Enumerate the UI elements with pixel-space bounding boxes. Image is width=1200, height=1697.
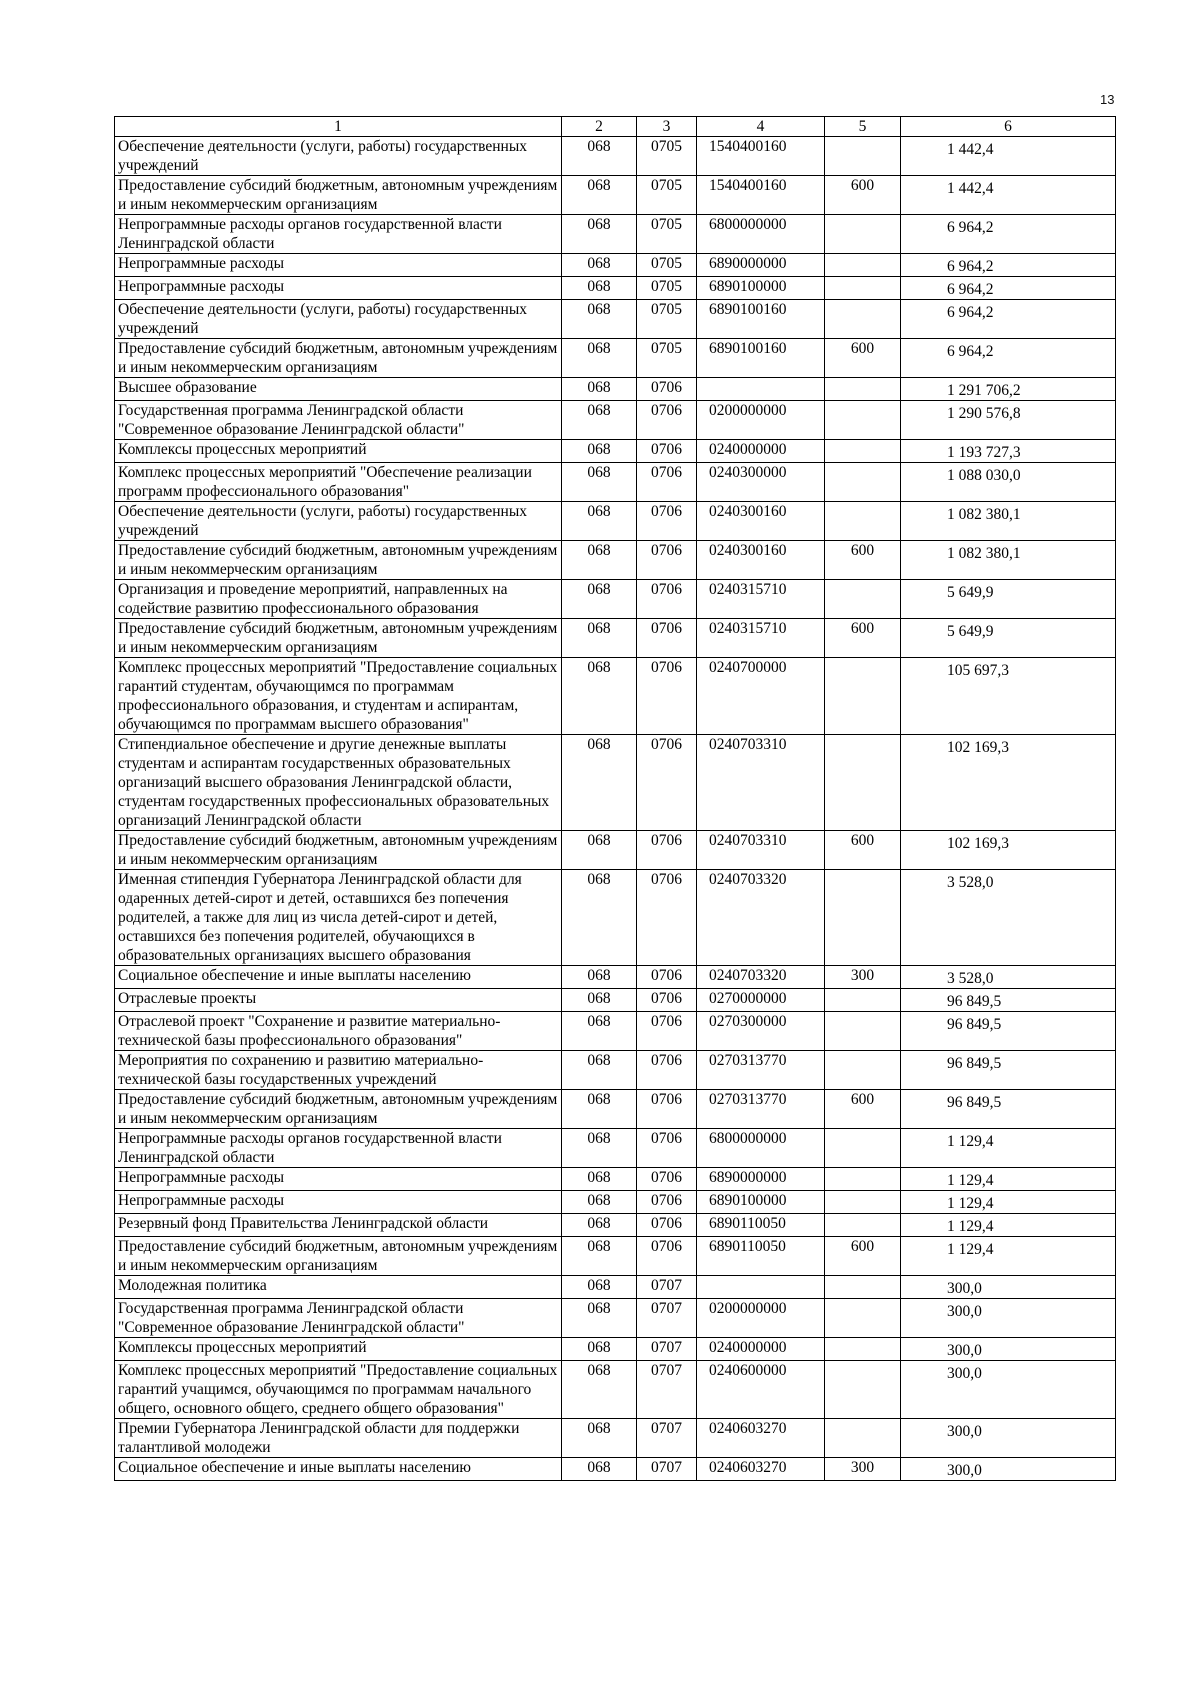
table-row bbox=[115, 1299, 1116, 1338]
row-admin-code-cell: 068 bbox=[562, 966, 637, 989]
row-expense-type-cell bbox=[825, 735, 901, 831]
row-admin-code-cell: 068 bbox=[562, 1299, 637, 1338]
amount-value: 300,0 bbox=[947, 1303, 982, 1320]
row-target-code-cell: 0240703320 bbox=[697, 870, 825, 966]
row-target-code-cell: 0270313770 bbox=[697, 1051, 825, 1090]
row-expense-type-cell bbox=[825, 463, 901, 502]
table-row bbox=[115, 541, 1116, 580]
table-row bbox=[115, 1419, 1116, 1458]
row-admin-code-cell: 068 bbox=[562, 277, 637, 300]
table-row bbox=[115, 870, 1116, 966]
row-expense-type-cell bbox=[825, 440, 901, 463]
row-amount-cell bbox=[901, 254, 1116, 277]
row-name-cell: Предоставление субсидий бюджетным, автономным учреждениям и иным некоммерческим организациям bbox=[115, 541, 562, 580]
row-admin-code-cell: 068 bbox=[562, 658, 637, 735]
row-section-code-cell: 0706 bbox=[637, 1129, 697, 1168]
row-amount-cell bbox=[901, 870, 1116, 966]
row-section-code-cell: 0705 bbox=[637, 300, 697, 339]
row-target-code-cell: 0240600000 bbox=[697, 1361, 825, 1419]
row-admin-code-cell: 068 bbox=[562, 215, 637, 254]
table-row bbox=[115, 137, 1116, 176]
row-name-cell: Предоставление субсидий бюджетным, автономным учреждениям и иным некоммерческим организациям bbox=[115, 831, 562, 870]
row-admin-code-cell: 068 bbox=[562, 1168, 637, 1191]
row-admin-code-cell: 068 bbox=[562, 735, 637, 831]
amount-value: 96 849,5 bbox=[947, 1016, 1002, 1033]
table-row bbox=[115, 1090, 1116, 1129]
row-expense-type-cell bbox=[825, 1051, 901, 1090]
amount-value: 1 129,4 bbox=[947, 1218, 994, 1235]
row-name-cell: Организация и проведение мероприятий, направленных на содействие развитию профессионального образования bbox=[115, 580, 562, 619]
header-col-6: 6 bbox=[901, 117, 1116, 137]
row-expense-type-cell: 600 bbox=[825, 1237, 901, 1276]
row-amount-cell bbox=[901, 1090, 1116, 1129]
row-target-code-cell: 6890000000 bbox=[697, 1168, 825, 1191]
row-name-cell: Социальное обеспечение и иные выплаты населению bbox=[115, 1458, 562, 1481]
row-expense-type-cell bbox=[825, 1129, 901, 1168]
amount-value: 1 290 576,8 bbox=[947, 405, 1021, 422]
row-name-cell: Отраслевые проекты bbox=[115, 989, 562, 1012]
row-section-code-cell: 0706 bbox=[637, 378, 697, 401]
row-admin-code-cell: 068 bbox=[562, 300, 637, 339]
row-target-code-cell: 6890110050 bbox=[697, 1214, 825, 1237]
row-expense-type-cell bbox=[825, 277, 901, 300]
row-amount-cell bbox=[901, 1168, 1116, 1191]
row-target-code-cell: 0200000000 bbox=[697, 1299, 825, 1338]
row-expense-type-cell: 600 bbox=[825, 339, 901, 378]
row-section-code-cell: 0706 bbox=[637, 1051, 697, 1090]
row-amount-cell bbox=[901, 541, 1116, 580]
row-section-code-cell: 0706 bbox=[637, 735, 697, 831]
row-amount-cell bbox=[901, 176, 1116, 215]
row-expense-type-cell bbox=[825, 1338, 901, 1361]
table-row bbox=[115, 1276, 1116, 1299]
amount-value: 300,0 bbox=[947, 1462, 982, 1479]
amount-value: 3 528,0 bbox=[947, 874, 994, 891]
amount-value: 300,0 bbox=[947, 1365, 982, 1382]
amount-value: 300,0 bbox=[947, 1423, 982, 1440]
row-admin-code-cell: 068 bbox=[562, 541, 637, 580]
row-name-cell: Резервный фонд Правительства Ленинградской области bbox=[115, 1214, 562, 1237]
table-row bbox=[115, 254, 1116, 277]
amount-value: 6 964,2 bbox=[947, 343, 994, 360]
row-admin-code-cell: 068 bbox=[562, 1419, 637, 1458]
row-expense-type-cell bbox=[825, 1168, 901, 1191]
table-row bbox=[115, 619, 1116, 658]
row-expense-type-cell: 600 bbox=[825, 619, 901, 658]
row-admin-code-cell: 068 bbox=[562, 176, 637, 215]
row-name-cell: Обеспечение деятельности (услуги, работы) государственных учреждений bbox=[115, 137, 562, 176]
row-amount-cell bbox=[901, 215, 1116, 254]
table-row bbox=[115, 831, 1116, 870]
row-amount-cell bbox=[901, 580, 1116, 619]
row-target-code-cell: 0240300160 bbox=[697, 541, 825, 580]
row-admin-code-cell: 068 bbox=[562, 463, 637, 502]
table-row bbox=[115, 401, 1116, 440]
row-amount-cell bbox=[901, 1012, 1116, 1051]
row-expense-type-cell bbox=[825, 1191, 901, 1214]
table-row bbox=[115, 215, 1116, 254]
row-target-code-cell: 6890100160 bbox=[697, 339, 825, 378]
table-row bbox=[115, 735, 1116, 831]
row-expense-type-cell: 300 bbox=[825, 1458, 901, 1481]
row-expense-type-cell bbox=[825, 254, 901, 277]
row-amount-cell bbox=[901, 277, 1116, 300]
amount-value: 105 697,3 bbox=[947, 662, 1009, 679]
row-amount-cell bbox=[901, 1338, 1116, 1361]
row-section-code-cell: 0707 bbox=[637, 1276, 697, 1299]
row-amount-cell bbox=[901, 401, 1116, 440]
row-section-code-cell: 0706 bbox=[637, 966, 697, 989]
row-name-cell: Высшее образование bbox=[115, 378, 562, 401]
table-body bbox=[115, 137, 1116, 1481]
row-admin-code-cell: 068 bbox=[562, 1338, 637, 1361]
row-target-code-cell: 0240315710 bbox=[697, 580, 825, 619]
amount-value: 96 849,5 bbox=[947, 1094, 1002, 1111]
row-target-code-cell: 0270300000 bbox=[697, 1012, 825, 1051]
row-name-cell: Комплексы процессных мероприятий bbox=[115, 1338, 562, 1361]
row-name-cell: Стипендиальное обеспечение и другие денежные выплаты студентам и аспирантам государственных образовательных организаций высшего образования Ленинградской области, студентам государственных профессиональных образовательных организаций Ленинградской области bbox=[115, 735, 562, 831]
row-admin-code-cell: 068 bbox=[562, 580, 637, 619]
row-name-cell: Комплекс процессных мероприятий "Обеспечение реализации программ профессионального образования" bbox=[115, 463, 562, 502]
row-section-code-cell: 0706 bbox=[637, 1237, 697, 1276]
row-expense-type-cell bbox=[825, 378, 901, 401]
row-target-code-cell: 6890000000 bbox=[697, 254, 825, 277]
amount-value: 1 193 727,3 bbox=[947, 444, 1021, 461]
row-name-cell: Комплекс процессных мероприятий "Предоставление социальных гарантий студентам, обучающимся по программам профессионального образования, и студентам и аспирантам, обучающимся по программам высшего образования" bbox=[115, 658, 562, 735]
row-admin-code-cell: 068 bbox=[562, 831, 637, 870]
row-admin-code-cell: 068 bbox=[562, 1191, 637, 1214]
row-section-code-cell: 0706 bbox=[637, 463, 697, 502]
row-section-code-cell: 0705 bbox=[637, 176, 697, 215]
row-admin-code-cell: 068 bbox=[562, 989, 637, 1012]
row-amount-cell bbox=[901, 1237, 1116, 1276]
row-name-cell: Государственная программа Ленинградской области "Современное образование Ленинградской области" bbox=[115, 401, 562, 440]
row-amount-cell bbox=[901, 619, 1116, 658]
row-name-cell: Социальное обеспечение и иные выплаты населению bbox=[115, 966, 562, 989]
row-target-code-cell bbox=[697, 1276, 825, 1299]
row-name-cell: Непрограммные расходы органов государственной власти Ленинградской области bbox=[115, 215, 562, 254]
row-amount-cell bbox=[901, 735, 1116, 831]
row-name-cell: Обеспечение деятельности (услуги, работы) государственных учреждений bbox=[115, 502, 562, 541]
amount-value: 5 649,9 bbox=[947, 623, 994, 640]
row-name-cell: Мероприятия по сохранению и развитию материально-технической базы государственных учреждений bbox=[115, 1051, 562, 1090]
amount-value: 102 169,3 bbox=[947, 835, 1009, 852]
amount-value: 6 964,2 bbox=[947, 281, 994, 298]
amount-value: 1 291 706,2 bbox=[947, 382, 1021, 399]
row-expense-type-cell bbox=[825, 658, 901, 735]
row-section-code-cell: 0706 bbox=[637, 502, 697, 541]
row-admin-code-cell: 068 bbox=[562, 1214, 637, 1237]
row-section-code-cell: 0706 bbox=[637, 440, 697, 463]
row-amount-cell bbox=[901, 831, 1116, 870]
row-section-code-cell: 0706 bbox=[637, 870, 697, 966]
row-admin-code-cell: 068 bbox=[562, 339, 637, 378]
row-section-code-cell: 0706 bbox=[637, 1168, 697, 1191]
row-section-code-cell: 0707 bbox=[637, 1338, 697, 1361]
row-target-code-cell: 6890110050 bbox=[697, 1237, 825, 1276]
row-section-code-cell: 0706 bbox=[637, 401, 697, 440]
row-admin-code-cell: 068 bbox=[562, 502, 637, 541]
row-section-code-cell: 0706 bbox=[637, 619, 697, 658]
row-amount-cell bbox=[901, 658, 1116, 735]
row-target-code-cell: 0240315710 bbox=[697, 619, 825, 658]
row-amount-cell bbox=[901, 463, 1116, 502]
row-section-code-cell: 0707 bbox=[637, 1419, 697, 1458]
row-target-code-cell: 0240703320 bbox=[697, 966, 825, 989]
row-target-code-cell: 6890100160 bbox=[697, 300, 825, 339]
row-name-cell: Предоставление субсидий бюджетным, автономным учреждениям и иным некоммерческим организациям bbox=[115, 339, 562, 378]
row-expense-type-cell: 600 bbox=[825, 831, 901, 870]
row-expense-type-cell bbox=[825, 401, 901, 440]
row-name-cell: Непрограммные расходы органов государственной власти Ленинградской области bbox=[115, 1129, 562, 1168]
row-target-code-cell: 0240300000 bbox=[697, 463, 825, 502]
row-name-cell: Предоставление субсидий бюджетным, автономным учреждениям и иным некоммерческим организациям bbox=[115, 1090, 562, 1129]
row-section-code-cell: 0706 bbox=[637, 1191, 697, 1214]
row-amount-cell bbox=[901, 1191, 1116, 1214]
row-name-cell: Именная стипендия Губернатора Ленинградской области для одаренных детей-сирот и детей, оставшихся без попечения родителей, а также для лиц из числа детей-сирот и детей, оставшихся без попечения родителей, обучающихся в образовательных организациях высшего образования bbox=[115, 870, 562, 966]
row-section-code-cell: 0707 bbox=[637, 1458, 697, 1481]
row-expense-type-cell bbox=[825, 137, 901, 176]
table-row bbox=[115, 463, 1116, 502]
row-target-code-cell: 6800000000 bbox=[697, 215, 825, 254]
amount-value: 1 082 380,1 bbox=[947, 545, 1021, 562]
row-name-cell: Обеспечение деятельности (услуги, работы) государственных учреждений bbox=[115, 300, 562, 339]
row-expense-type-cell: 600 bbox=[825, 176, 901, 215]
row-section-code-cell: 0705 bbox=[637, 277, 697, 300]
row-amount-cell bbox=[901, 440, 1116, 463]
row-expense-type-cell bbox=[825, 1299, 901, 1338]
row-name-cell: Государственная программа Ленинградской области "Современное образование Ленинградской области" bbox=[115, 1299, 562, 1338]
row-amount-cell bbox=[901, 1129, 1116, 1168]
row-target-code-cell: 0270000000 bbox=[697, 989, 825, 1012]
row-expense-type-cell bbox=[825, 989, 901, 1012]
row-admin-code-cell: 068 bbox=[562, 137, 637, 176]
row-expense-type-cell bbox=[825, 300, 901, 339]
row-amount-cell bbox=[901, 966, 1116, 989]
amount-value: 5 649,9 bbox=[947, 584, 994, 601]
header-col-1: 1 bbox=[115, 117, 562, 137]
amount-value: 1 088 030,0 bbox=[947, 467, 1021, 484]
table-row bbox=[115, 1129, 1116, 1168]
header-col-3: 3 bbox=[637, 117, 697, 137]
row-target-code-cell: 6800000000 bbox=[697, 1129, 825, 1168]
row-admin-code-cell: 068 bbox=[562, 1090, 637, 1129]
row-target-code-cell: 0200000000 bbox=[697, 401, 825, 440]
row-name-cell: Комплексы процессных мероприятий bbox=[115, 440, 562, 463]
amount-value: 300,0 bbox=[947, 1342, 982, 1359]
row-target-code-cell: 0240603270 bbox=[697, 1458, 825, 1481]
table-row bbox=[115, 502, 1116, 541]
row-amount-cell bbox=[901, 1361, 1116, 1419]
amount-value: 6 964,2 bbox=[947, 258, 994, 275]
row-name-cell: Отраслевой проект "Сохранение и развитие материально-технической базы профессионального образования" bbox=[115, 1012, 562, 1051]
row-name-cell: Непрограммные расходы bbox=[115, 1191, 562, 1214]
row-target-code-cell: 0240300160 bbox=[697, 502, 825, 541]
row-section-code-cell: 0706 bbox=[637, 1214, 697, 1237]
table-header bbox=[115, 117, 1116, 137]
row-name-cell: Непрограммные расходы bbox=[115, 1168, 562, 1191]
row-amount-cell bbox=[901, 989, 1116, 1012]
amount-value: 1 442,4 bbox=[947, 180, 994, 197]
table-row bbox=[115, 300, 1116, 339]
row-admin-code-cell: 068 bbox=[562, 440, 637, 463]
row-name-cell: Молодежная политика bbox=[115, 1276, 562, 1299]
header-col-4: 4 bbox=[697, 117, 825, 137]
row-amount-cell bbox=[901, 1276, 1116, 1299]
table-row bbox=[115, 1338, 1116, 1361]
table-row bbox=[115, 1168, 1116, 1191]
row-expense-type-cell bbox=[825, 1214, 901, 1237]
row-target-code-cell: 0270313770 bbox=[697, 1090, 825, 1129]
row-admin-code-cell: 068 bbox=[562, 1237, 637, 1276]
row-name-cell: Непрограммные расходы bbox=[115, 254, 562, 277]
amount-value: 3 528,0 bbox=[947, 970, 994, 987]
row-section-code-cell: 0705 bbox=[637, 254, 697, 277]
amount-value: 1 129,4 bbox=[947, 1172, 994, 1189]
amount-value: 96 849,5 bbox=[947, 993, 1002, 1010]
row-admin-code-cell: 068 bbox=[562, 870, 637, 966]
row-target-code-cell: 0240703310 bbox=[697, 831, 825, 870]
row-target-code-cell: 0240000000 bbox=[697, 440, 825, 463]
amount-value: 1 082 380,1 bbox=[947, 506, 1021, 523]
header-row bbox=[115, 117, 1116, 137]
row-expense-type-cell bbox=[825, 870, 901, 966]
row-admin-code-cell: 068 bbox=[562, 1129, 637, 1168]
row-expense-type-cell bbox=[825, 580, 901, 619]
table-row bbox=[115, 989, 1116, 1012]
row-amount-cell bbox=[901, 1458, 1116, 1481]
row-target-code-cell: 1540400160 bbox=[697, 137, 825, 176]
row-amount-cell bbox=[901, 378, 1116, 401]
table-row bbox=[115, 440, 1116, 463]
table-row bbox=[115, 176, 1116, 215]
table-row bbox=[115, 277, 1116, 300]
row-name-cell: Премии Губернатора Ленинградской области для поддержки талантливой молодежи bbox=[115, 1419, 562, 1458]
amount-value: 1 129,4 bbox=[947, 1241, 994, 1258]
row-section-code-cell: 0706 bbox=[637, 541, 697, 580]
amount-value: 96 849,5 bbox=[947, 1055, 1002, 1072]
row-expense-type-cell bbox=[825, 1419, 901, 1458]
row-target-code-cell: 0240703310 bbox=[697, 735, 825, 831]
table-row bbox=[115, 1361, 1116, 1419]
row-expense-type-cell: 300 bbox=[825, 966, 901, 989]
row-name-cell: Непрограммные расходы bbox=[115, 277, 562, 300]
row-target-code-cell: 1540400160 bbox=[697, 176, 825, 215]
table-row bbox=[115, 658, 1116, 735]
row-expense-type-cell: 600 bbox=[825, 541, 901, 580]
row-section-code-cell: 0707 bbox=[637, 1361, 697, 1419]
row-amount-cell bbox=[901, 137, 1116, 176]
row-amount-cell bbox=[901, 1299, 1116, 1338]
row-expense-type-cell bbox=[825, 215, 901, 254]
row-admin-code-cell: 068 bbox=[562, 401, 637, 440]
row-admin-code-cell: 068 bbox=[562, 1276, 637, 1299]
row-admin-code-cell: 068 bbox=[562, 1361, 637, 1419]
row-admin-code-cell: 068 bbox=[562, 619, 637, 658]
table-row bbox=[115, 378, 1116, 401]
row-expense-type-cell bbox=[825, 502, 901, 541]
row-target-code-cell: 0240700000 bbox=[697, 658, 825, 735]
row-target-code-cell bbox=[697, 378, 825, 401]
row-section-code-cell: 0706 bbox=[637, 989, 697, 1012]
row-admin-code-cell: 068 bbox=[562, 1458, 637, 1481]
row-target-code-cell: 0240000000 bbox=[697, 1338, 825, 1361]
amount-value: 102 169,3 bbox=[947, 739, 1009, 756]
row-expense-type-cell bbox=[825, 1361, 901, 1419]
row-admin-code-cell: 068 bbox=[562, 378, 637, 401]
row-section-code-cell: 0705 bbox=[637, 137, 697, 176]
row-expense-type-cell bbox=[825, 1276, 901, 1299]
amount-value: 6 964,2 bbox=[947, 219, 994, 236]
amount-value: 1 129,4 bbox=[947, 1133, 994, 1150]
table-row bbox=[115, 1191, 1116, 1214]
row-name-cell: Предоставление субсидий бюджетным, автономным учреждениям и иным некоммерческим организациям bbox=[115, 619, 562, 658]
table-row bbox=[115, 1237, 1116, 1276]
header-col-5: 5 bbox=[825, 117, 901, 137]
table-row bbox=[115, 1051, 1116, 1090]
table-row bbox=[115, 339, 1116, 378]
budget-table bbox=[114, 116, 1116, 1481]
row-target-code-cell: 0240603270 bbox=[697, 1419, 825, 1458]
row-section-code-cell: 0706 bbox=[637, 658, 697, 735]
row-section-code-cell: 0705 bbox=[637, 339, 697, 378]
row-amount-cell bbox=[901, 1214, 1116, 1237]
row-name-cell: Предоставление субсидий бюджетным, автономным учреждениям и иным некоммерческим организациям bbox=[115, 176, 562, 215]
row-amount-cell bbox=[901, 339, 1116, 378]
header-col-2: 2 bbox=[562, 117, 637, 137]
row-admin-code-cell: 068 bbox=[562, 1012, 637, 1051]
table-row bbox=[115, 1214, 1116, 1237]
row-target-code-cell: 6890100000 bbox=[697, 277, 825, 300]
row-section-code-cell: 0706 bbox=[637, 1012, 697, 1051]
amount-value: 6 964,2 bbox=[947, 304, 994, 321]
row-section-code-cell: 0705 bbox=[637, 215, 697, 254]
row-section-code-cell: 0706 bbox=[637, 831, 697, 870]
row-expense-type-cell: 600 bbox=[825, 1090, 901, 1129]
table-row bbox=[115, 580, 1116, 619]
table-row bbox=[115, 1012, 1116, 1051]
row-section-code-cell: 0706 bbox=[637, 580, 697, 619]
table-row bbox=[115, 966, 1116, 989]
row-amount-cell bbox=[901, 1419, 1116, 1458]
amount-value: 300,0 bbox=[947, 1280, 982, 1297]
row-admin-code-cell: 068 bbox=[562, 254, 637, 277]
page-number: 13 bbox=[1100, 92, 1115, 107]
row-name-cell: Предоставление субсидий бюджетным, автономным учреждениям и иным некоммерческим организациям bbox=[115, 1237, 562, 1276]
amount-value: 1 442,4 bbox=[947, 141, 994, 158]
row-amount-cell bbox=[901, 502, 1116, 541]
amount-value: 1 129,4 bbox=[947, 1195, 994, 1212]
row-section-code-cell: 0707 bbox=[637, 1299, 697, 1338]
row-target-code-cell: 6890100000 bbox=[697, 1191, 825, 1214]
row-amount-cell bbox=[901, 300, 1116, 339]
row-admin-code-cell: 068 bbox=[562, 1051, 637, 1090]
row-section-code-cell: 0706 bbox=[637, 1090, 697, 1129]
row-amount-cell bbox=[901, 1051, 1116, 1090]
table-row bbox=[115, 1458, 1116, 1481]
row-expense-type-cell bbox=[825, 1012, 901, 1051]
row-name-cell: Комплекс процессных мероприятий "Предоставление социальных гарантий учащимся, обучающимся по программам начального общего, основного общего, среднего общего образования" bbox=[115, 1361, 562, 1419]
